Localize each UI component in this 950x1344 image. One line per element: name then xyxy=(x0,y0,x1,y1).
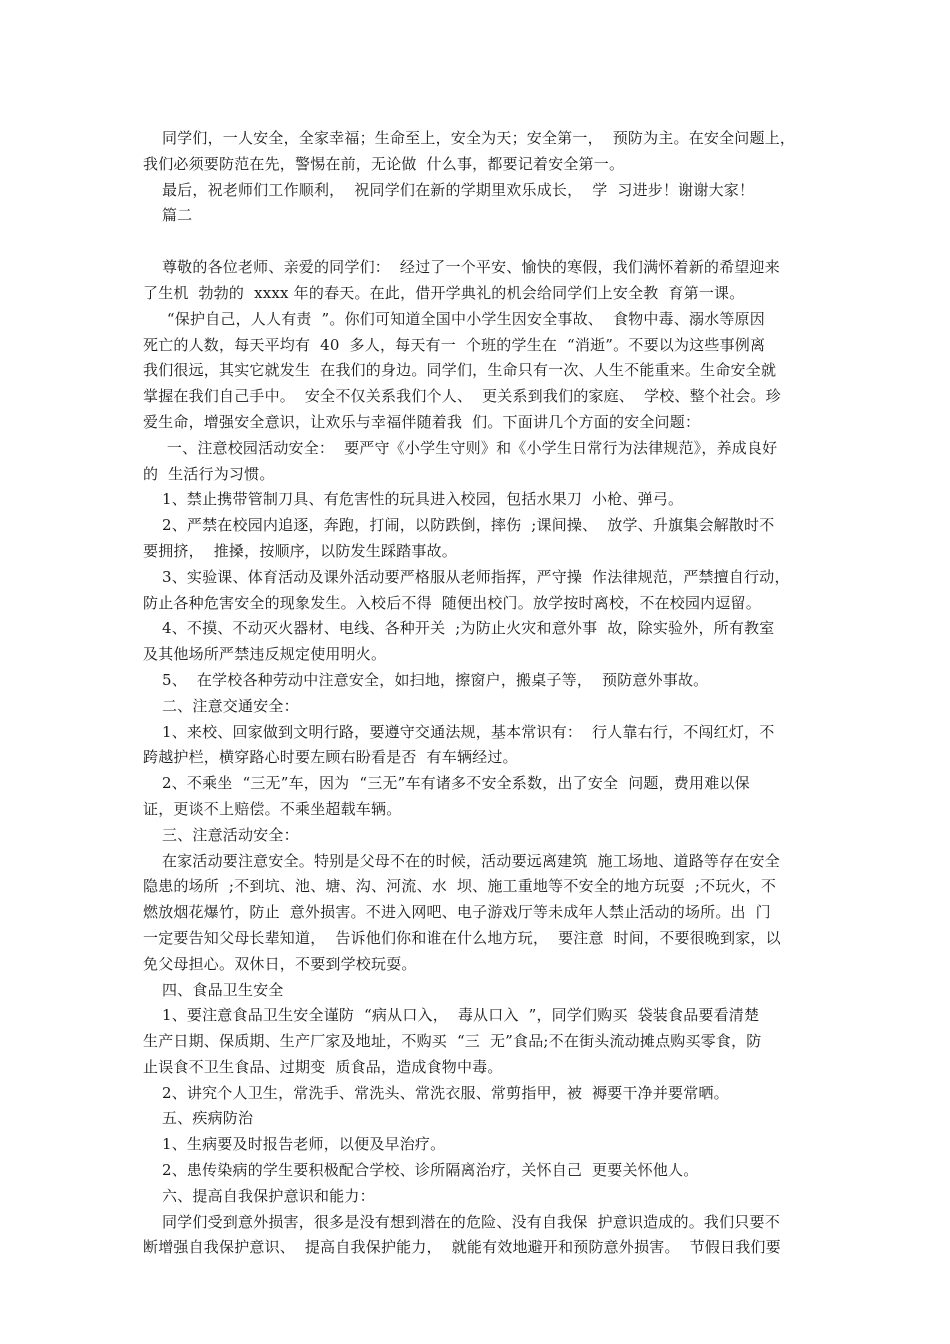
text-line: 一定要告知父母长辈知道， 告诉他们你和谁在什么地方玩， 要注意 时间，不要很晚到家，以 xyxy=(143,928,781,947)
text-line: 及其他场所严禁违反规定使用明火。 xyxy=(143,645,387,664)
text-line: 2、严禁在校园内追逐，奔跑，打闹，以防跌倒，摔伤 ;课间操、 放学、升旗集会解散时不 xyxy=(157,516,775,535)
text-line: 要拥挤， 推搡，按顺序，以防发生踩踏事故。 xyxy=(143,541,457,560)
section-heading: 二、注意交通安全： xyxy=(157,696,299,715)
section-heading: 三、注意活动安全： xyxy=(157,825,299,844)
text-line: 隐患的场所 ;不到坑、池、塘、沟、河流、水 坝、施工重地等不安全的地方玩耍 ;不玩火，不 xyxy=(143,877,777,896)
text-line: 的 生活行为习惯。 xyxy=(143,464,275,483)
text-line: 1、生病要及时报告老师，以便及早治疗。 xyxy=(157,1135,446,1154)
text-line: 我们很远，其实它就发生 在我们的身边。同学们，生命只有一次、人生不能重来。生命安全就 xyxy=(143,361,777,380)
text-line: 燃放烟花爆竹，防止 意外损害。不进入网吧、电子游戏厅等未成年人禁止活动的场所。出 门 xyxy=(143,903,771,922)
section-heading: 四、食品卫生安全 xyxy=(157,980,284,999)
text-line: 尊敬的各位老师、亲爱的同学们： 经过了一个平安、愉快的寒假，我们满怀着新的希望迎来 xyxy=(157,258,780,277)
document-page xyxy=(143,126,808,1261)
text-line: 1、禁止携带管制刀具、有危害性的玩具进入校园，包括水果刀 小枪、弹弓。 xyxy=(157,490,684,509)
text-line: 在家活动要注意安全。特别是父母不在的时候，活动要远离建筑 施工场地、道路等存在安全 xyxy=(157,851,780,870)
text-line: 免父母担心。双休日，不要到学校玩耍。 xyxy=(143,954,417,973)
text-line: 我们必须要防范在先，警惕在前，无论做 什么事，都要记着安全第一。 xyxy=(143,154,625,173)
text-line: 1、要注意食品卫生安全谨防 “病从口入， 毒从口入 ”，同学们购买 袋装食品要看清楚 xyxy=(157,1006,760,1025)
text-line: 同学们受到意外损害，很多是没有想到潜在的危险、没有自我保 护意识造成的。我们只要不 xyxy=(157,1212,780,1231)
section-heading: 篇二 xyxy=(157,206,193,225)
text-line: 止误食不卫生食品、过期变 质食品，造成食物中毒。 xyxy=(143,1057,503,1076)
paragraph-block-1 xyxy=(143,126,808,229)
text-line: 最后，祝老师们工作顺利， 祝同学们在新的学期里欢乐成长， 学 习进步！谢谢大家！ xyxy=(157,180,755,199)
text-line: 掌握在我们自己手中。 安全不仅关系我们个人、 更关系到我们的家庭、 学校、整个社会。珍 xyxy=(143,387,781,406)
text-line: “保护自己，人人有责 ”。你们可知道全国中小学生因安全事故、 食物中毒、溺水等原因 xyxy=(157,309,765,328)
text-line: 2、讲究个人卫生，常洗手、常洗头、常洗衣服、常剪指甲，被 褥要干净并要常晒。 xyxy=(157,1083,729,1102)
text-line: 断增强自我保护意识、 提高自我保护能力， 就能有效地避开和预防意外损害。 节假日我们要 xyxy=(143,1238,781,1257)
text-line: 防止各种危害安全的现象发生。入校后不得 随便出校门。放学按时离校，不在校园内逗留。 xyxy=(143,593,761,612)
text-line: 3、实验课、体育活动及课外活动要严格服从老师指挥，严守操 作法律规范，严禁擅自行动， xyxy=(157,567,790,586)
text-line: 4、不摸、不动灭火器材、电线、各种开关 ;为防止火灾和意外事 故，除实验外，所有教室 xyxy=(157,619,775,638)
text-line: 跨越护栏，横穿路心时要左顾右盼看是否 有车辆经过。 xyxy=(143,748,518,767)
text-line: 证，更谈不上赔偿。不乘坐超载车辆。 xyxy=(143,799,402,818)
section-heading: 六、提高自我保护意识和能力： xyxy=(157,1186,375,1205)
text-line: 一、注意校园活动安全： 要严守《小学生守则》和《小学生日常行为法律规范》，养成良好 xyxy=(157,438,778,457)
text-line: 同学们，一人安全，全家幸福；生命至上，安全为天；安全第一， 预防为主。在安全问题上， xyxy=(157,129,796,147)
text-line: 2、患传染病的学生要积极配合学校、诊所隔离治疗，关怀自己 更要关怀他人。 xyxy=(157,1161,699,1180)
section-heading: 五、疾病防治 xyxy=(157,1109,254,1128)
text-line: 2、不乘坐 “三无”车，因为 “三无”车有诸多不安全系数，出了安全 问题，费用难以保 xyxy=(157,774,750,793)
blank-gap xyxy=(143,229,808,255)
text-line: 了生机 勃勃的 xxxx 年的春天。在此，借开学典礼的机会给同学们上安全教 育第一课。 xyxy=(143,283,745,302)
paragraph-block-2 xyxy=(143,255,808,1261)
text-line: 爱生命，增强安全意识，让欢乐与幸福伴随着我 们。下面讲几个方面的安全问题： xyxy=(143,412,701,431)
text-line: 生产日期、保质期、生产厂家及地址，不购买 “三 无”食品;不在街头流动摊点购买零食，防 xyxy=(143,1032,762,1051)
text-line: 死亡的人数，每天平均有 40 多人，每天有一 个班的学生在 “消逝”。不要以为这些事例离 xyxy=(143,335,766,354)
text-line: 1、来校、回家做到文明行路，要遵守交通法规，基本常识有： 行人靠右行，不闯红灯，不 xyxy=(157,722,775,741)
text-line: 5、 在学校各种劳动中注意安全，如扫地，擦窗户，搬桌子等， 预防意外事故。 xyxy=(157,670,709,689)
